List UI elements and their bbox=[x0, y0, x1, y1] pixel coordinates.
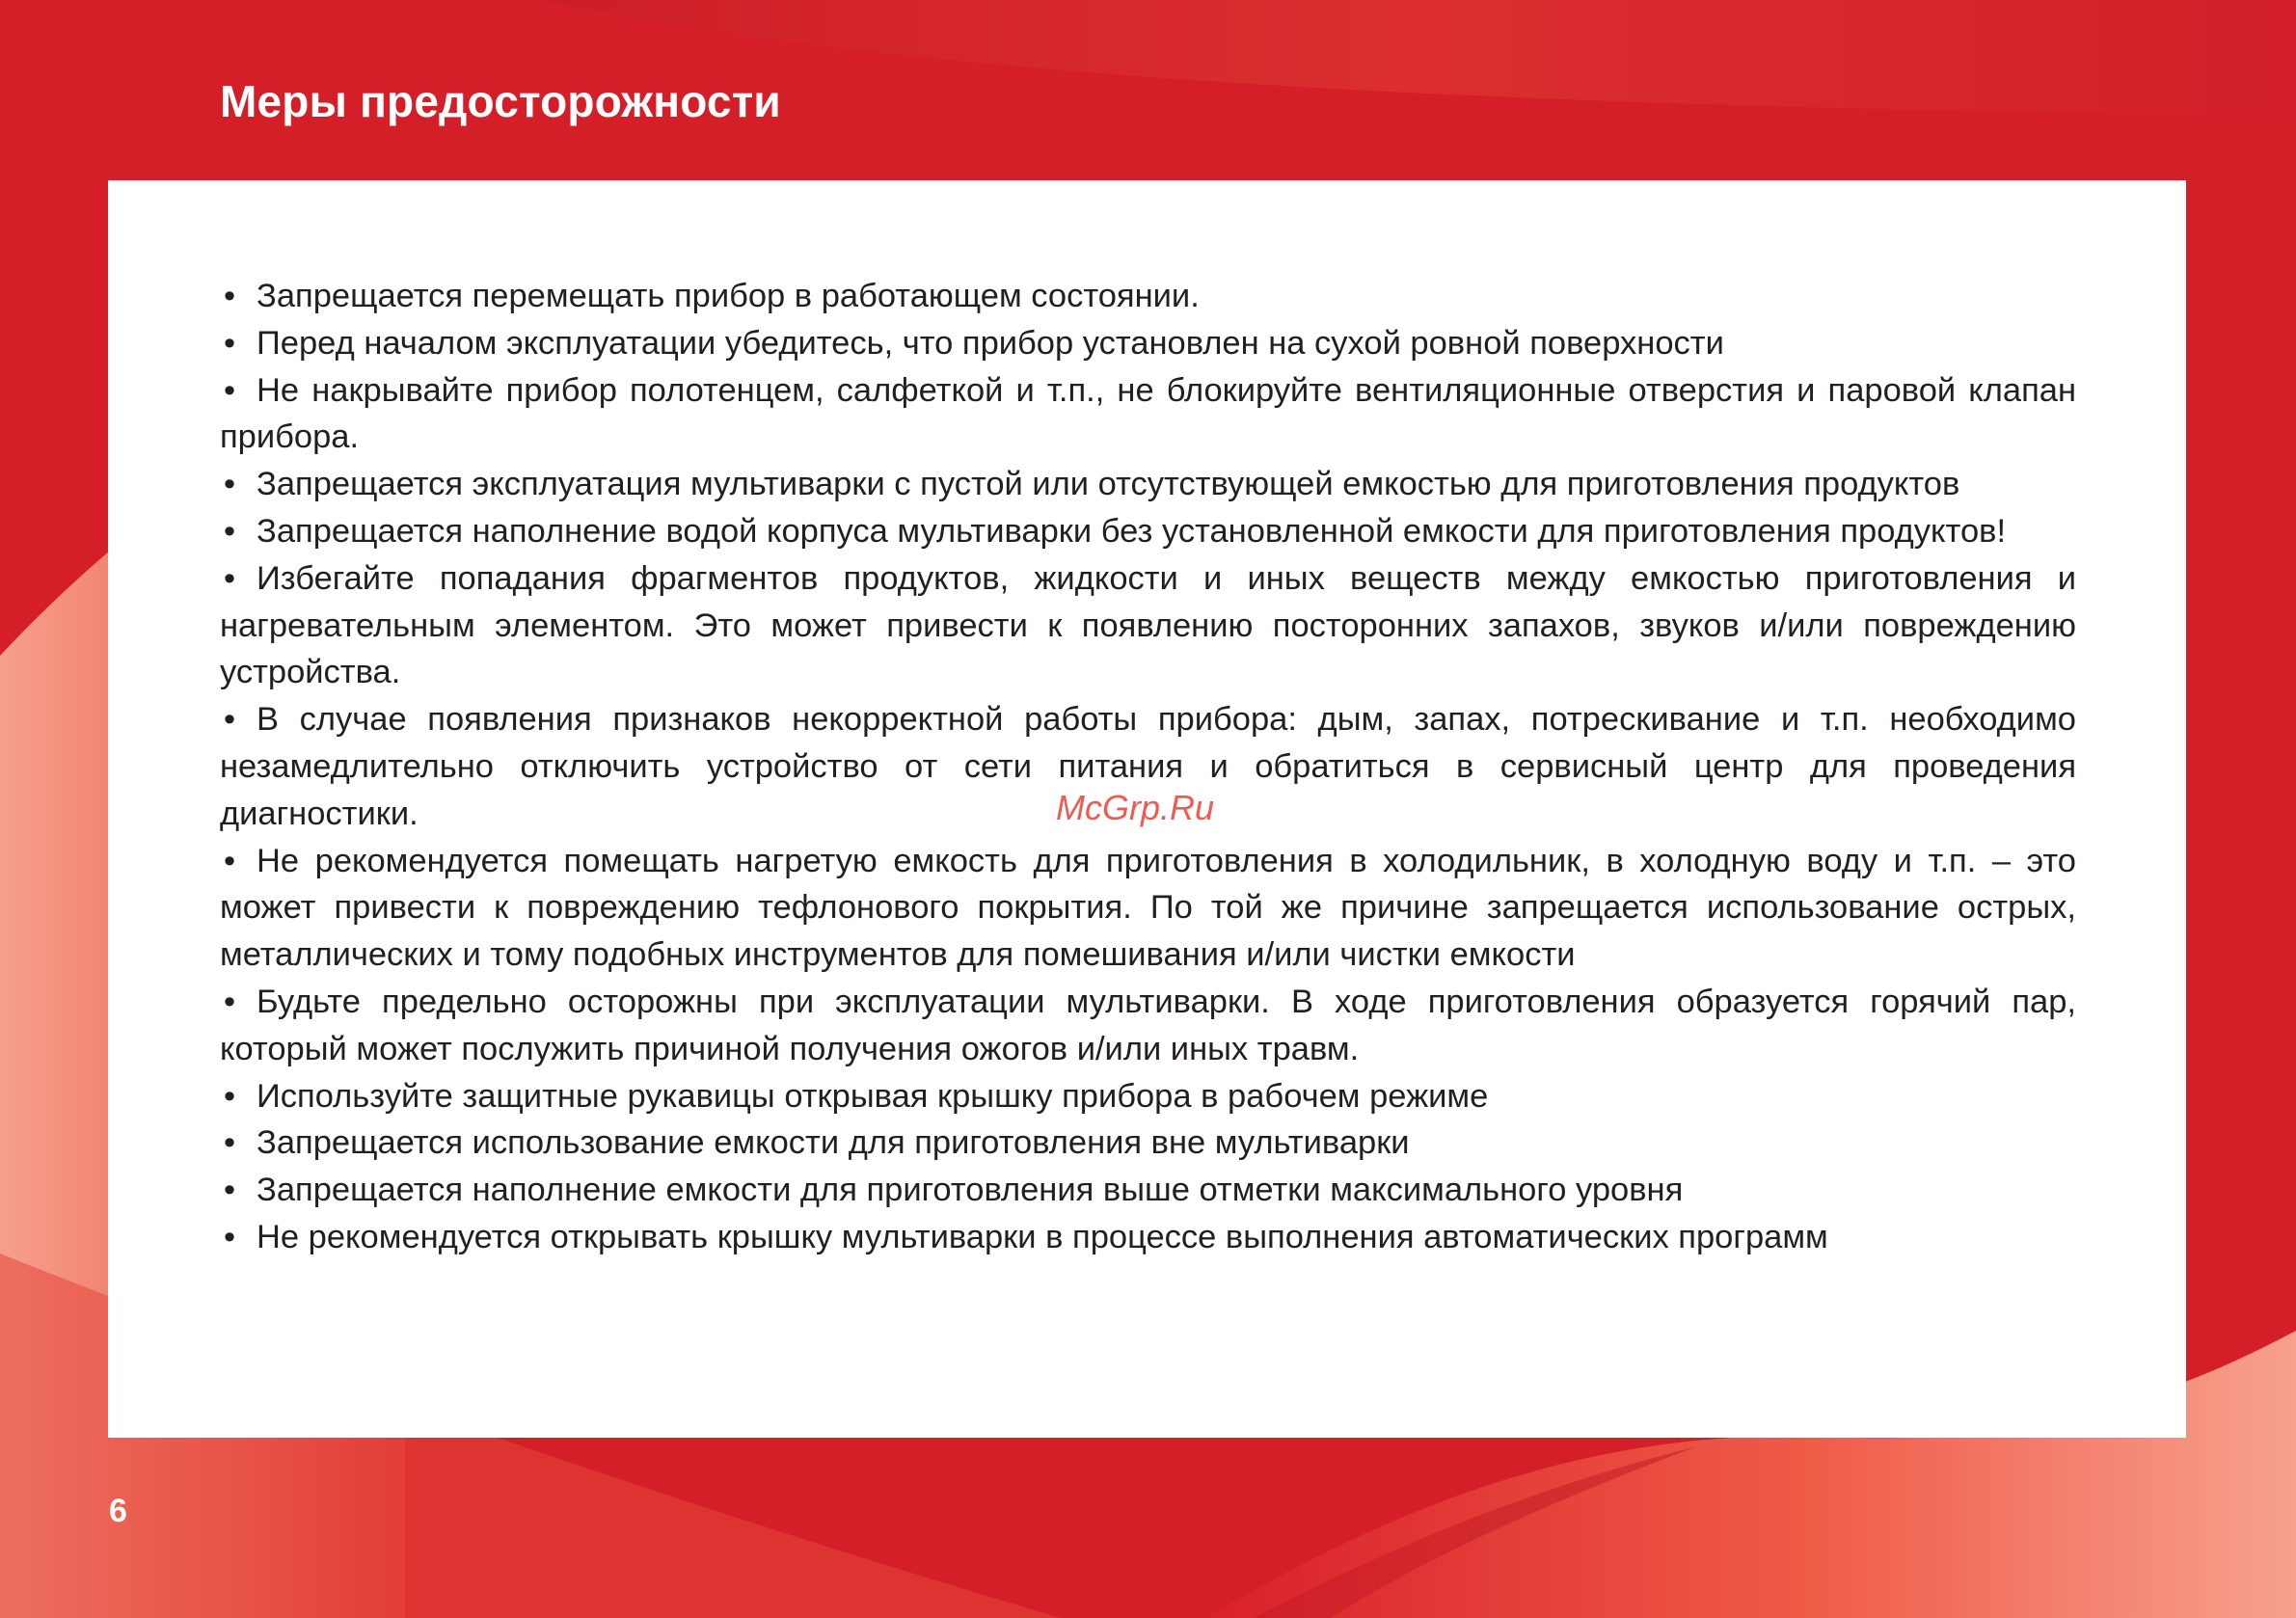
list-item bbox=[220, 1119, 2076, 1167]
list-item-text: Не рекомендуется помещать нагретую емкость для приготовления в холодильник, в холодную воду и т.п. – это может привести к повреждению тефлонового покрытия. По той же причине запрещается использование острых, металлических и тому подобных инструментов для помешивания и/или чистки емкости bbox=[220, 842, 2076, 974]
bullet-icon: • bbox=[223, 983, 236, 1020]
bullet-icon: • bbox=[223, 1172, 236, 1209]
list-item bbox=[220, 508, 2076, 555]
list-item-text: Будьте предельно осторожны при эксплуатации мультиварки. В ходе приготовления образуется горячий пар, который может послужить причиной получения ожогов и/или иных травм. bbox=[220, 983, 2076, 1067]
list-item-text: Запрещается наполнение емкости для приготовления выше отметки максимального уровня bbox=[257, 1172, 1684, 1209]
list-item-text: Избегайте попадания фрагментов продуктов, жидкости и иных веществ между емкостью приготовления и нагревательным элементом. Это может привести к появлению посторонних запахов, звуков и/или повреждению устройства. bbox=[220, 559, 2076, 691]
bullet-icon: • bbox=[223, 559, 236, 597]
bullet-icon: • bbox=[223, 324, 236, 362]
list-item bbox=[220, 461, 2076, 508]
page-number: 6 bbox=[109, 1493, 127, 1529]
list-item-text: Запрещается наполнение водой корпуса мультиварки без установленной емкости для приготовления продуктов! bbox=[257, 512, 2007, 550]
bullet-icon: • bbox=[223, 1077, 236, 1115]
bullet-icon: • bbox=[223, 842, 236, 879]
bullet-icon: • bbox=[223, 701, 236, 739]
list-item bbox=[220, 1214, 2076, 1261]
list-item-text: Не накрывайте прибор полотенцем, салфеткой и т.п., не блокируйте вентиляционные отверстия и паровой клапан прибора. bbox=[220, 371, 2076, 456]
list-item bbox=[220, 367, 2076, 462]
list-item bbox=[220, 555, 2076, 696]
list-item bbox=[220, 273, 2076, 320]
list-item-text: Запрещается использование емкости для приготовления вне мультиварки bbox=[257, 1124, 1410, 1162]
list-item-text: Запрещается эксплуатация мультиварки с пустой или отсутствующей емкостью для приготовления продуктов bbox=[257, 466, 1960, 503]
list-item-text: Не рекомендуется открывать крышку мультиварки в процессе выполнения автоматических программ bbox=[257, 1218, 1828, 1255]
bullet-icon: • bbox=[223, 1218, 236, 1255]
list-item bbox=[220, 979, 2076, 1073]
bullet-icon: • bbox=[223, 278, 236, 314]
watermark: McGrp.Ru bbox=[1056, 788, 1215, 827]
list-item-text: Запрещается перемещать прибор в работающем состоянии. bbox=[257, 278, 1200, 314]
list-item bbox=[220, 838, 2076, 979]
bullet-icon: • bbox=[223, 371, 236, 409]
list-item bbox=[220, 1167, 2076, 1214]
list-item-text: Используйте защитные рукавицы открывая крышку прибора в рабочем режиме bbox=[257, 1077, 1489, 1115]
list-item bbox=[220, 1073, 2076, 1120]
bullet-icon: • bbox=[223, 1124, 236, 1162]
precautions-list bbox=[220, 273, 2076, 1261]
bullet-icon: • bbox=[223, 466, 236, 503]
bullet-icon: • bbox=[223, 512, 236, 550]
list-item bbox=[220, 320, 2076, 367]
page-title: Меры предосторожности bbox=[220, 76, 781, 126]
list-item-text: Перед началом эксплуатации убедитесь, что прибор установлен на сухой ровной поверхности bbox=[257, 324, 1724, 362]
list-item-text: В случае появления признаков некорректной работы прибора: дым, запах, потрескивание и т.п. необходимо незамедлительно отключить устройство от сети питания и обратиться в сервисный центр для проведения диагностики. bbox=[220, 701, 2076, 832]
